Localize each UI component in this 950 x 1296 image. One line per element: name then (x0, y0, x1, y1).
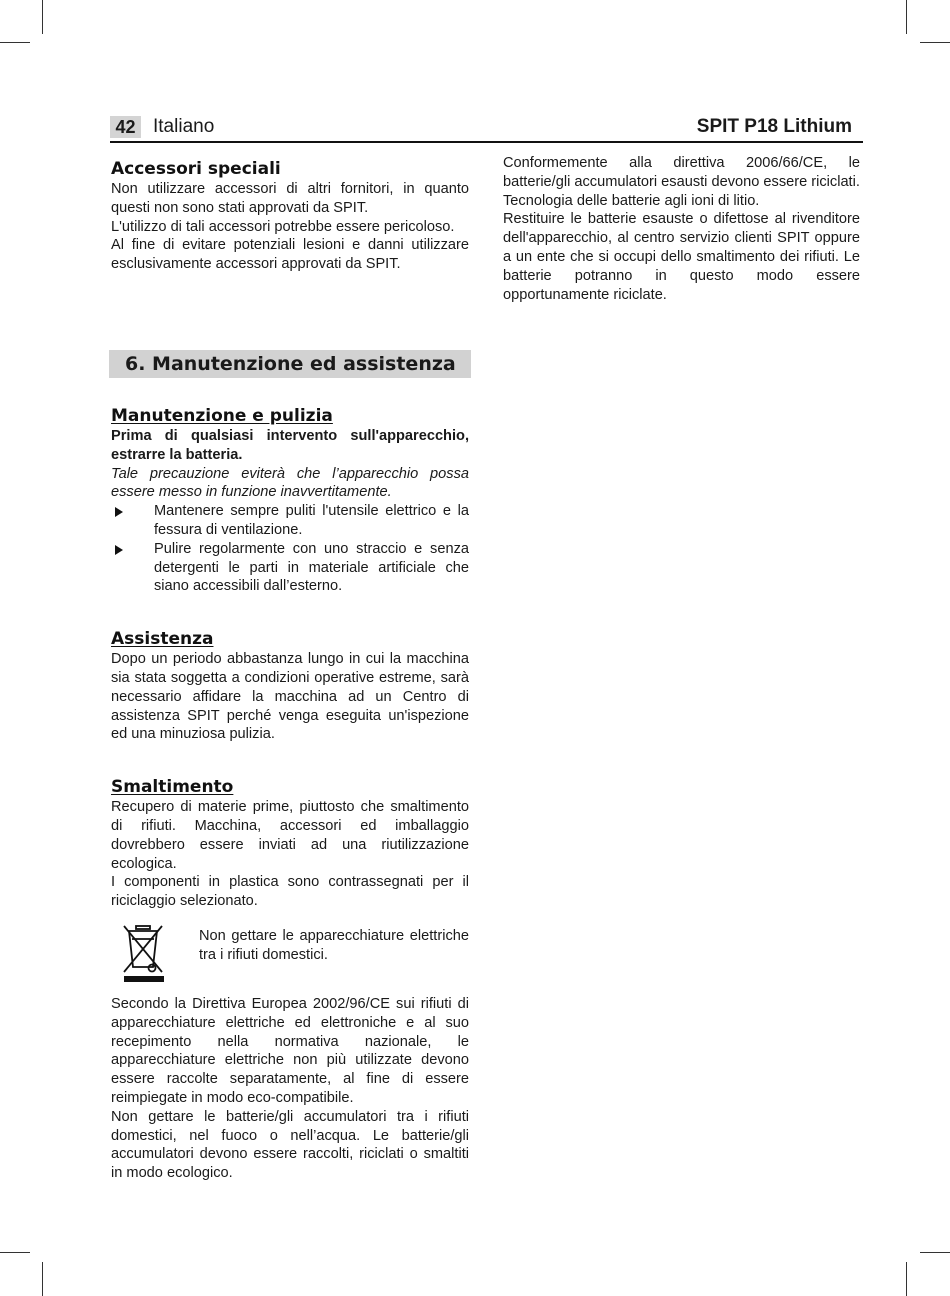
assistenza-heading: Assistenza (111, 629, 214, 650)
weee-notice (111, 923, 469, 987)
crop-mark (906, 1262, 907, 1296)
crop-mark (920, 1252, 950, 1253)
section-title: 6. Manutenzione ed assistenza (125, 353, 456, 375)
accessori-paragraph: Al fine di evitare potenziali lesioni e danni utilizzare esclusivamente accessori approvati da SPIT. (111, 237, 469, 273)
right-column (503, 154, 860, 304)
battery-paragraph: Restituire le batterie esauste o difettose al rivenditore dell'apparecchio, al centro servizio clienti SPIT oppure a un ente che si occupi dello smaltimento dei rifiuti. Le batterie potranno in questo modo essere opportunamente riciclate. (503, 211, 860, 303)
smaltimento-paragraph: I componenti in plastica sono contrassegnati per il riciclaggio selezionato. (111, 874, 469, 910)
assistenza-paragraph: Dopo un periodo abbastanza lungo in cui la macchina sia stata soggetta a condizioni operative estreme, sarà necessario affidare la macchina ad un Centro di assistenza SPIT perché venga eseguita un'ispezione ed una minuziosa pulizia. (111, 651, 469, 743)
section-banner (109, 350, 471, 378)
list-item: Mantenere sempre puliti l'utensile elettrico e la fessura di ventilazione. (111, 502, 469, 540)
manutenzione-warning: Prima di qualsiasi intervento sull'apparecchio, estrarre la batteria. (111, 428, 469, 463)
crop-mark (0, 1252, 30, 1253)
crop-mark (0, 42, 30, 43)
battery-paragraph: Conformemente alla direttiva 2006/66/CE, le batterie/gli accumulatori esausti devono essere riciclati. (503, 155, 860, 190)
bullet-triangle-icon (115, 545, 123, 555)
crop-mark (920, 42, 950, 43)
smaltimento-paragraph: Non gettare le batterie/gli accumulatori tra i rifiuti domestici, nel fuoco o nell’acqua. Le batterie/gli accumulatori devono essere raccolti, riciclati o smaltiti in modo ecologico. (111, 1108, 469, 1182)
weee-text: Non gettare le apparecchiature elettriche tra i rifiuti domestici. (199, 927, 469, 963)
left-column-main (111, 405, 469, 1183)
manutenzione-heading: Manutenzione e pulizia (111, 406, 333, 426)
crop-mark (42, 1262, 43, 1296)
battery-paragraph: Tecnologia delle batterie agli ioni di litio. (503, 192, 760, 209)
page-number: 42 (110, 116, 141, 138)
left-column-top (111, 158, 469, 274)
crossed-out-wheelie-bin-icon (121, 923, 167, 983)
smaltimento-heading: Smaltimento (111, 777, 234, 798)
page-header (110, 114, 863, 143)
accessori-heading: Accessori speciali (111, 159, 281, 179)
product-name: SPIT P18 Lithium (696, 116, 852, 137)
smaltimento-paragraph: Recupero di materie prime, piuttosto che smaltimento di rifiuti. Macchina, accessori ed imballaggio dovrebbero essere inviati ad una riutilizzazione ecologica. (111, 799, 469, 872)
accessori-paragraph: Non utilizzare accessori di altri fornitori, in quanto questi non sono stati approvati da SPIT. (111, 181, 469, 216)
language-label: Italiano (153, 116, 215, 137)
manutenzione-note: Tale precauzione eviterà che l’apparecchio possa essere messo in funzione inavvertitamente. (111, 465, 469, 501)
crop-mark (906, 0, 907, 34)
list-item: Pulire regolarmente con uno straccio e senza detergenti le parti in materiale artificiale che siano accessibili dall’esterno. (111, 540, 469, 596)
manutenzione-bullet-list (111, 502, 469, 596)
bullet-triangle-icon (115, 507, 123, 517)
accessori-paragraph: L'utilizzo di tali accessori potrebbe essere pericoloso. (111, 218, 455, 235)
smaltimento-paragraph: Secondo la Direttiva Europea 2002/96/CE sui rifiuti di apparecchiature elettriche ed elettroniche e al suo recepimento nella normativa nazionale, le apparecchiature elettriche non più utilizzate devono essere raccolte separatamente, al fine di essere reimpiegate in modo eco-compatibile. (111, 995, 469, 1106)
crop-mark (42, 0, 43, 34)
